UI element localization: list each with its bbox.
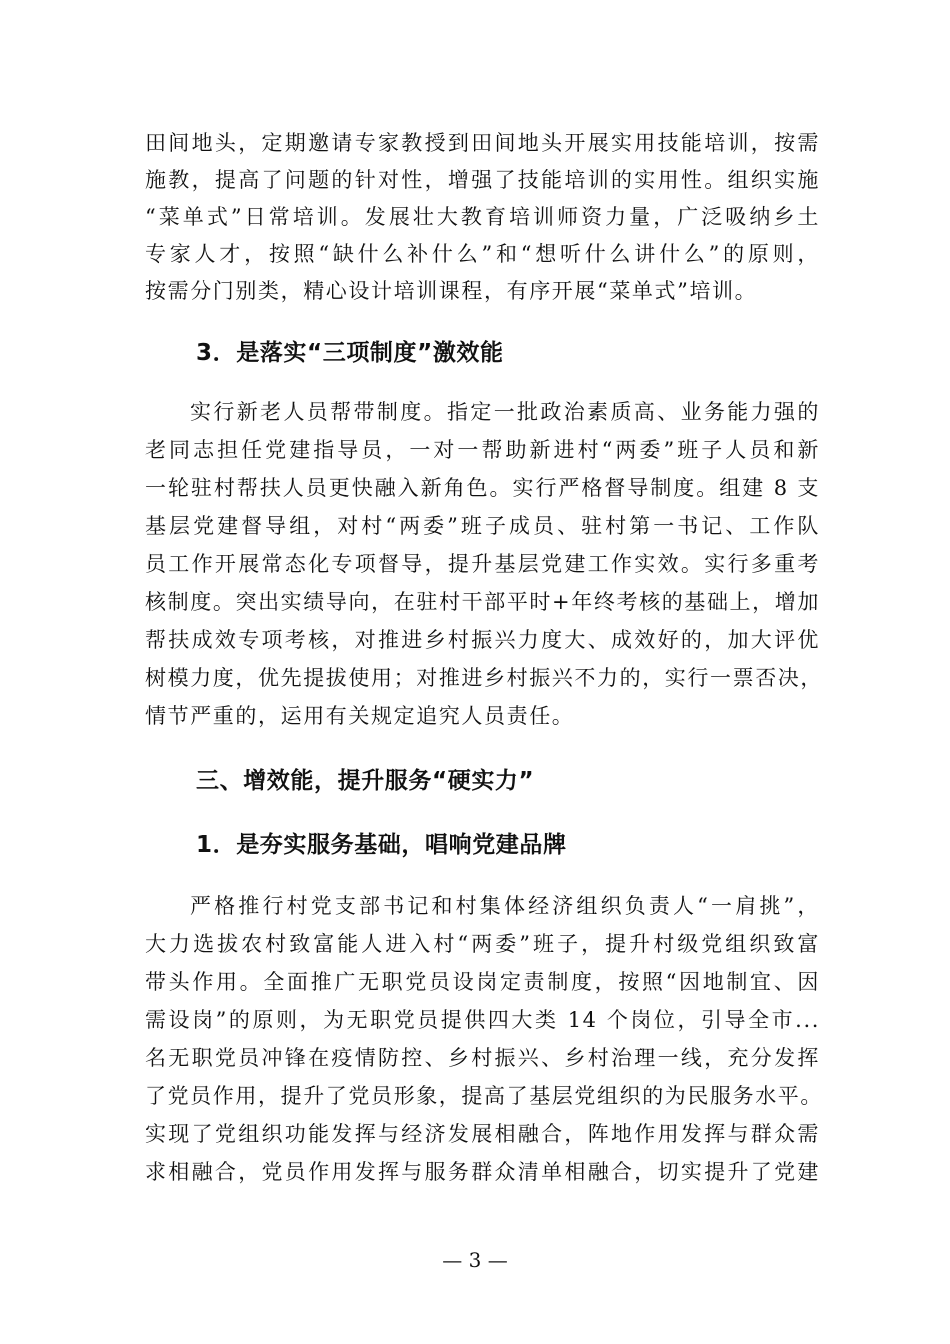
paragraph-line: “菜单式”日常培训。发展壮大教育培训师资力量，广泛吸纳乡土 (145, 205, 820, 229)
chapter-heading: 三、增效能，提升服务“硬实力” (196, 768, 535, 794)
section-heading-1: 1．是夯实服务基础，唱响党建品牌 (196, 832, 567, 858)
paragraph-line: 老同志担任党建指导员，一对一帮助新进村“两委”班子人员和新 (145, 438, 820, 462)
paragraph-line: 实行新老人员帮带制度。指定一批政治素质高、业务能力强的 (190, 400, 820, 424)
paragraph-line: 专家人才，按照“缺什么补什么”和“想听什么讲什么”的原则， (145, 242, 820, 266)
paragraph-line: 核制度。突出实绩导向，在驻村干部平时+年终考核的基础上，增加 (145, 590, 820, 614)
paragraph-line: 帮扶成效专项考核，对推进乡村振兴力度大、成效好的，加大评优 (145, 628, 820, 652)
paragraph-line: 树模力度，优先提拔使用；对推进乡村振兴不力的，实行一票否决， (145, 666, 823, 690)
paragraph-line: 了党员作用，提升了党员形象，提高了基层党组织的为民服务水平。 (145, 1084, 823, 1108)
paragraph-line: 名无职党员冲锋在疫情防控、乡村振兴、乡村治理一线，充分发挥 (145, 1046, 820, 1070)
paragraph-line: 一轮驻村帮扶人员更快融入新角色。实行严格督导制度。组建 8 支 (145, 476, 820, 500)
paragraph-line: 实现了党组织功能发挥与经济发展相融合，阵地作用发挥与群众需 (145, 1122, 820, 1146)
paragraph-line: 情节严重的，运用有关规定追究人员责任。 (145, 704, 575, 728)
paragraph-line: 员工作开展常态化专项督导，提升基层党建工作实效。实行多重考 (145, 552, 820, 576)
paragraph-line: 严格推行村党支部书记和村集体经济组织负责人“一肩挑”， (190, 894, 820, 918)
paragraph-line: 基层党建督导组，对村“两委”班子成员、驻村第一书记、工作队 (145, 514, 820, 538)
paragraph-line: 带头作用。全面推广无职党员设岗定责制度，按照“因地制宜、因 (145, 970, 820, 994)
paragraph-line: 求相融合，党员作用发挥与服务群众清单相融合，切实提升了党建 (145, 1160, 820, 1184)
section-heading-3: 3．是落实“三项制度”激效能 (196, 340, 504, 366)
paragraph-line: 田间地头，定期邀请专家教授到田间地头开展实用技能培训，按需 (145, 131, 820, 155)
paragraph-line: 需设岗”的原则，为无职党员提供四大类 14 个岗位，引导全市... (145, 1008, 820, 1032)
page-number: — 3 — (442, 1248, 508, 1272)
paragraph-line: 按需分门别类，精心设计培训课程，有序开展“菜单式”培训。 (145, 279, 758, 303)
paragraph-line: 施教，提高了问题的针对性，增强了技能培训的实用性。组织实施 (145, 168, 820, 192)
paragraph-line: 大力选拔农村致富能人进入村“两委”班子，提升村级党组织致富 (145, 932, 820, 956)
